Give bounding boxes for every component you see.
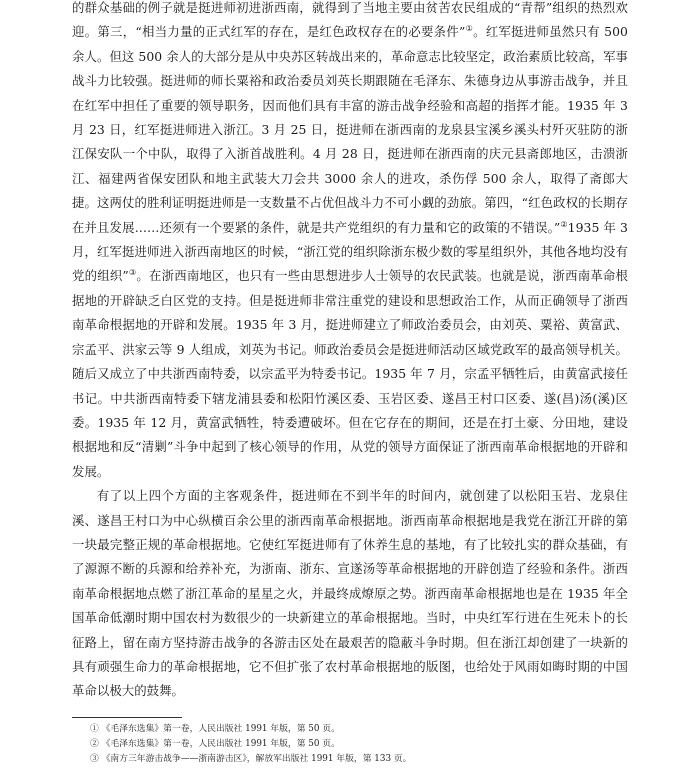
paragraph-1-text-a: 的群众基础的例子就是挺进师初进浙西南，就得到了当地主要由贫苦农民组成的“青帮”组织的热烈欢迎。第三，“相当力量的正式红军的存在，是红色政权存在的必要条件” bbox=[72, 0, 628, 40]
footnote-ref-2[interactable]: ② bbox=[560, 219, 568, 229]
paragraph-1-text-b: 。红军挺进师虽然只有 500 余人。但这 500 余人的大部分是从中央苏区转战出来的，革命意志比较坚定，政治素质比较高，军事战斗力比较强。挺进师的师长粟裕和政治委员刘英长期跟随在毛泽东、朱德身边从事游击战争，并且在红军中担任了重要的领导职务，因而他们具有丰富的游击战争经验和高超的指挥才能。1935 年 3 月 23 日，红军挺进师进入浙江。3 月 25 日，挺进师在浙西南的龙泉县宝溪乡溪头村歼灭驻防的浙江保安队一个中队，取得了入浙首战胜利。4 月 28 日，挺进师在浙西南的庆元县斋郎地区，击溃浙江、福建两省保安团队和地主武装大刀会共 3000 余人的进攻，杀伤俘 500 余人，取得了斋郎大捷。这两仗的胜利证明挺进师是一支数量不占优但战斗力不可小觑的劲旅。第四，“红色政权的长期存在并且发展……还须有一个要紧的条件，就是共产党组织的有力量和它的政策的不错误。” bbox=[72, 24, 628, 235]
footnote-3: ③ 《南方三年游击战争——浙南游击区》，解放军出版社 1991 年版，第 133 页。 bbox=[90, 754, 412, 765]
paragraph-1-text-d: 。在浙西南地区，也只有一些由思想进步人士领导的农民武装。也就是说，浙西南革命根据地的开辟缺乏白区党的支持。但是挺进师非常注重党的建设和思想政治工作，从而正确领导了浙西南革命根据地的开辟和发展。1935 年 3 月，挺进师建立了师政治委员会，由刘英、粟裕、黄富武、宗孟平、洪家云等 9 人组成，刘英为书记。师政治委员会是挺进师活动区域党政军的最高领导机关。随后又成立了中共浙西南特委，以宗孟平为特委书记。1935 年 7 月，宗孟平牺牲后，由黄富武接任书记。中共浙西南特委下辖龙浦县委和松阳竹溪区委、玉岩区委、遂昌王村口区委、遂(昌)汤(溪)区委。1935 年 12 月，黄富武牺牲，特委遭破坏。但在它存在的期间，还是在打土豪、分田地，建设根据地和反“清剿”斗争中起到了核心领导的作用，从党的领导方面保证了浙西南革命根据地的开辟和发展。 bbox=[72, 268, 628, 479]
footnote-ref-3[interactable]: ③ bbox=[128, 268, 137, 278]
footnote-ref-1[interactable]: ① bbox=[465, 24, 474, 34]
paragraph-1 bbox=[72, 0, 628, 484]
footnotes bbox=[72, 717, 628, 768]
footnote-1: ① 《毛泽东选集》第一卷，人民出版社 1991 年版，第 50 页。 bbox=[90, 724, 340, 734]
paragraph-1-text-c: 1935 年 3 月，红军挺进师进入浙西南地区的时候，“浙江党的组织除浙东极少数的零星组织外，其他各地均没有党的组织” bbox=[72, 219, 628, 284]
page-body bbox=[72, 0, 628, 704]
paragraph-2: 有了以上四个方面的主客观条件，挺进师在不到半年的时间内，就创建了以松阳玉岩、龙泉住溪、遂昌王村口为中心纵横百余公里的浙西南革命根据地。浙西南革命根据地是我党在浙江开辟的第一块最完整正规的革命根据地。它使红军挺进师有了休养生息的基地，有了比较扎实的群众基础，有了源源不断的兵源和给养补充，为浙南、浙东、宣遂汤等革命根据地的开辟创造了经验和条件。浙西南革命根据地点燃了浙江革命的星星之火，并最终成燎原之势。浙西南革命根据地也是在 1935 年全国革命低潮时期中国农村为数很少的一块新建立的革命根据地。当时，中央红军行进在生死未卜的长征路上，留在南方坚持游击战争的各游击区处在最艰苦的隐蔽斗争时期。但在浙江却创建了一块新的具有顽强生命力的革命根据地，它不但扩张了农村革命根据地的版图，也给处于风雨如晦时期的中国革命以极大的鼓舞。 bbox=[72, 488, 628, 699]
footnote-2: ② 《毛泽东选集》第一卷，人民出版社 1991 年版，第 50 页。 bbox=[90, 739, 340, 750]
footnote-divider bbox=[72, 717, 182, 718]
